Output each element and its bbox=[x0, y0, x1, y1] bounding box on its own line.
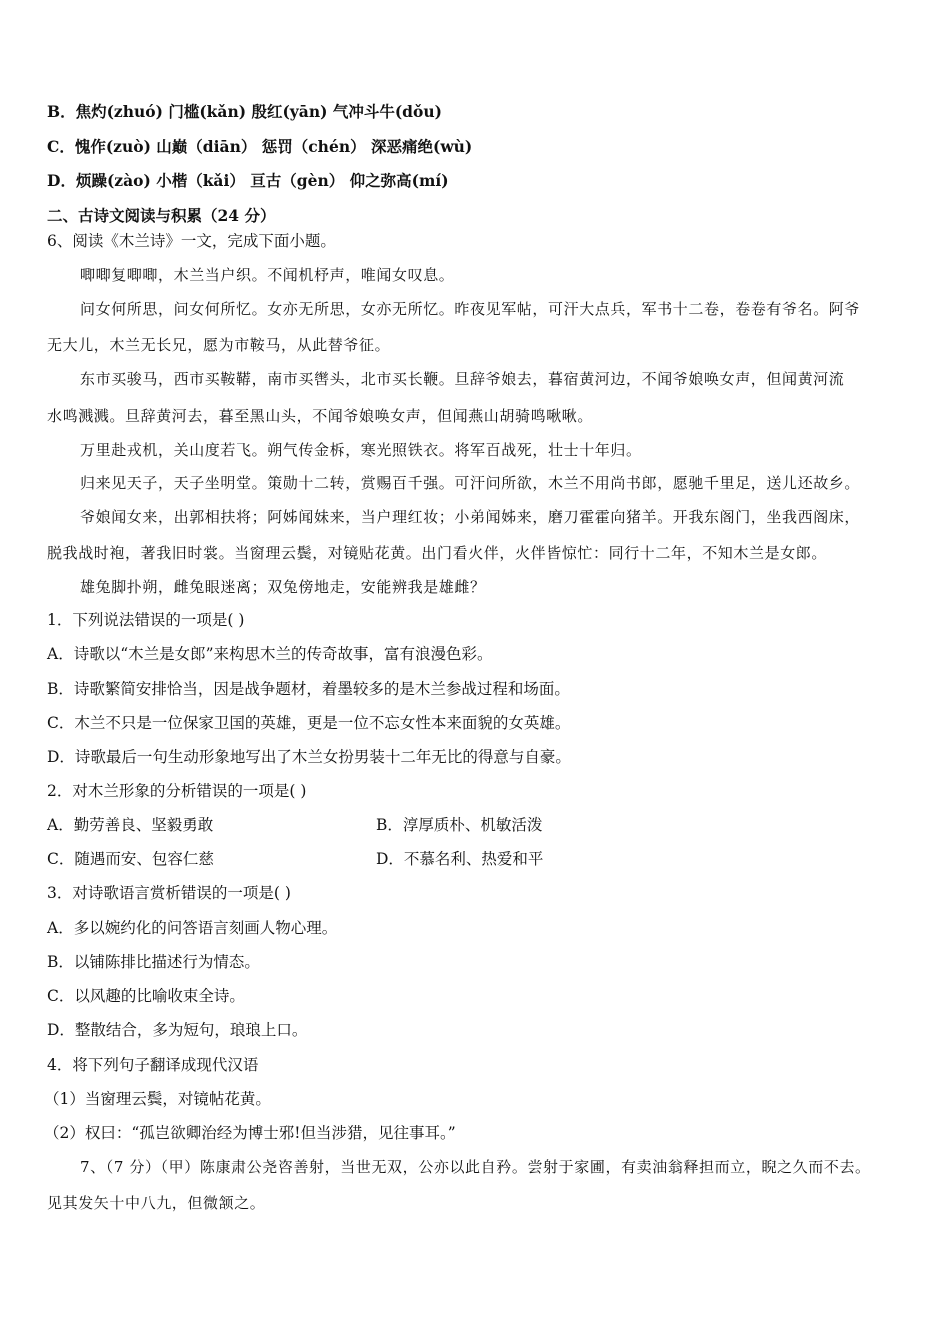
poem-line: 脱我战时袍，著我旧时裳。当窗理云鬓，对镜贴花黄。出门看火伴，火伴皆惊忙：同行十二年，不知木兰是女郎。 bbox=[47, 544, 828, 562]
poem-line: 唧唧复唧唧，木兰当户织。不闻机杼声，唯闻女叹息。 bbox=[80, 266, 455, 284]
option-c: C．愧作(zuò) 山巅（diān） 惩罚（chén） 深恶痛绝(wù) bbox=[47, 137, 473, 156]
subquestion-2-option-d: D．不慕名利、热爱和平 bbox=[376, 850, 544, 868]
poem-line: 万里赴戎机，关山度若飞。朔气传金柝，寒光照铁衣。将军百战死，壮士十年归。 bbox=[80, 441, 642, 459]
question-6-stem: 6、阅读《木兰诗》一文，完成下面小题。 bbox=[47, 232, 336, 250]
question-7-line-2: 见其发矢十中八九，但微颔之。 bbox=[47, 1194, 266, 1212]
subquestion-2-stem: 2．对木兰形象的分析错误的一项是( ) bbox=[47, 782, 307, 800]
subquestion-1-stem: 1．下列说法错误的一项是( ) bbox=[47, 611, 245, 629]
subquestion-2-option-b: B．淳厚质朴、机敏活泼 bbox=[376, 816, 543, 834]
option-d: D．烦躁(zào) 小楷（kǎi） 亘古（gèn） 仰之弥高(mí) bbox=[47, 171, 449, 190]
subquestion-1-option-a: A．诗歌以“木兰是女郎”来构思木兰的传奇故事，富有浪漫色彩。 bbox=[47, 645, 493, 663]
subquestion-3-option-c: C．以风趣的比喻收束全诗。 bbox=[47, 987, 245, 1005]
option-b: B．焦灼(zhuó) 门槛(kǎn) 殷红(yān) 气冲斗牛(dǒu) bbox=[47, 102, 442, 121]
poem-line: 水鸣溅溅。旦辞黄河去，暮至黑山头，不闻爷娘唤女声，但闻燕山胡骑鸣啾啾。 bbox=[47, 407, 594, 425]
subquestion-4-stem: 4．将下列句子翻译成现代汉语 bbox=[47, 1056, 259, 1074]
subquestion-4-item-1: （1）当窗理云鬓，对镜帖花黄。 bbox=[44, 1090, 271, 1108]
subquestion-1-option-b: B．诗歌繁简安排恰当，因是战争题材，着墨较多的是木兰参战过程和场面。 bbox=[47, 680, 570, 698]
subquestion-4-item-2: （2）权曰：“孤岂欲卿治经为博士邪!但当涉猎，见往事耳。” bbox=[44, 1124, 456, 1142]
subquestion-2-option-a: A．勤劳善良、坚毅勇敢 bbox=[47, 816, 214, 834]
subquestion-3-stem: 3．对诗歌语言赏析错误的一项是( ) bbox=[47, 884, 291, 902]
question-7-line-1: 7、（7 分）（甲）陈康肃公尧咨善射，当世无双，公亦以此自矜。尝射于家圃，有卖油翁释担而立，睨之久而不去。 bbox=[80, 1158, 871, 1176]
subquestion-3-option-b: B．以铺陈排比描述行为情态。 bbox=[47, 953, 260, 971]
section-title: 二、古诗文阅读与积累（24 分） bbox=[47, 206, 276, 225]
poem-line: 问女何所思，问女何所忆。女亦无所思，女亦无所忆。昨夜见军帖，可汗大点兵，军书十二卷，卷卷有爷名。阿爷 bbox=[80, 300, 861, 318]
poem-line: 无大儿，木兰无长兄，愿为市鞍马，从此替爷征。 bbox=[47, 336, 391, 354]
poem-line: 爷娘闻女来，出郭相扶将；阿姊闻妹来，当户理红妆；小弟闻姊来，磨刀霍霍向猪羊。开我东阁门，坐我西阁床， bbox=[80, 508, 861, 526]
poem-line: 东市买骏马，西市买鞍鞯，南市买辔头，北市买长鞭。旦辞爷娘去，暮宿黄河边，不闻爷娘唤女声，但闻黄河流 bbox=[80, 370, 845, 388]
subquestion-2-option-c: C．随遇而安、包容仁慈 bbox=[47, 850, 214, 868]
subquestion-3-option-a: A．多以婉约化的问答语言刻画人物心理。 bbox=[47, 919, 338, 937]
subquestion-1-option-c: C．木兰不只是一位保家卫国的英雄，更是一位不忘女性本来面貌的女英雄。 bbox=[47, 714, 571, 732]
subquestion-3-option-d: D．整散结合，多为短句，琅琅上口。 bbox=[47, 1021, 308, 1039]
poem-line: 归来见天子，天子坐明堂。策勋十二转，赏赐百千强。可汗问所欲，木兰不用尚书郎，愿驰千里足，送儿还故乡。 bbox=[80, 474, 861, 492]
subquestion-1-option-d: D．诗歌最后一句生动形象地写出了木兰女扮男装十二年无比的得意与自豪。 bbox=[47, 748, 571, 766]
poem-line: 雄兔脚扑朔，雌兔眼迷离；双兔傍地走，安能辨我是雄雌？ bbox=[80, 578, 486, 596]
